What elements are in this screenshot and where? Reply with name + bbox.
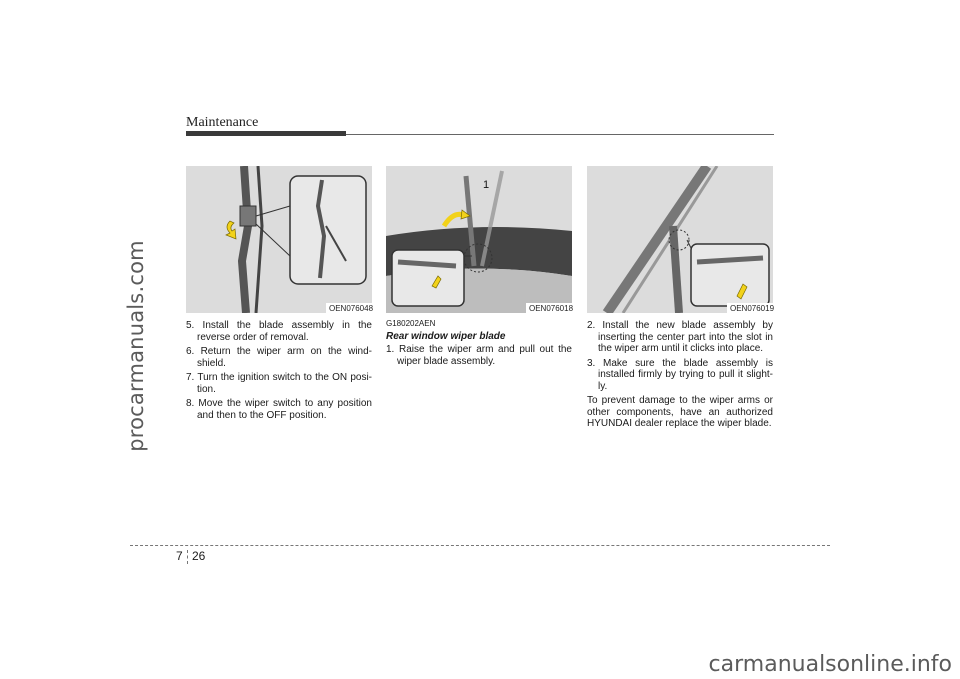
bottom-watermark: carmanualsonline.info (708, 652, 952, 677)
section-number: 7 (176, 549, 183, 563)
column-2-text (386, 318, 572, 370)
figure-code-1: OEN076048 (326, 303, 373, 314)
figure-wiper-blade-install (186, 166, 372, 313)
side-watermark: procarmanuals.com (124, 240, 148, 452)
figure-rear-wiper-install (587, 166, 773, 313)
note-paragraph: To prevent damage to the wiper arms or other components, have an authorized HYUNDAI dealer replace the wiper blade. (587, 395, 773, 429)
step-item: 3. Make sure the blade assembly is installed firmly by trying to pull it slight-ly. (587, 357, 773, 392)
figure-code-3: OEN076019 (727, 303, 774, 314)
arrow-step-label: 1 (483, 179, 490, 191)
rear-wiper-illustration (386, 166, 572, 313)
step-item: 2. Install the new blade assembly by inserting the center part into the slot in the wiper arm until it clicks into place. (587, 320, 773, 354)
page-title: Maintenance (186, 115, 259, 130)
section-code: G180202AEN (386, 319, 436, 328)
page-number: 26 (192, 549, 206, 563)
step-item: 8. Move the wiper switch to any position and then to the OFF position. (186, 398, 372, 421)
page-divider (187, 550, 188, 564)
rear-wiper-install-illustration (587, 166, 773, 313)
section-subtitle: Rear window wiper blade (386, 330, 506, 342)
column-3-text (587, 320, 773, 430)
wiper-arm-illustration (186, 166, 372, 313)
figure-code-2: OEN076018 (526, 303, 573, 314)
figure-rear-wiper-remove (386, 166, 572, 313)
step-item: 7. Turn the ignition switch to the ON posi-tion. (186, 372, 372, 395)
step-item: 1. Raise the wiper arm and pull out the wiper blade assembly. (386, 344, 572, 367)
column-1-text (186, 320, 372, 424)
footer-rule (130, 545, 830, 546)
step-item: 5. Install the blade assembly in the reverse order of removal. (186, 320, 372, 343)
header-rule (346, 134, 774, 135)
step-item: 6. Return the wiper arm on the wind-shield. (186, 346, 372, 369)
header-bar (186, 131, 346, 136)
